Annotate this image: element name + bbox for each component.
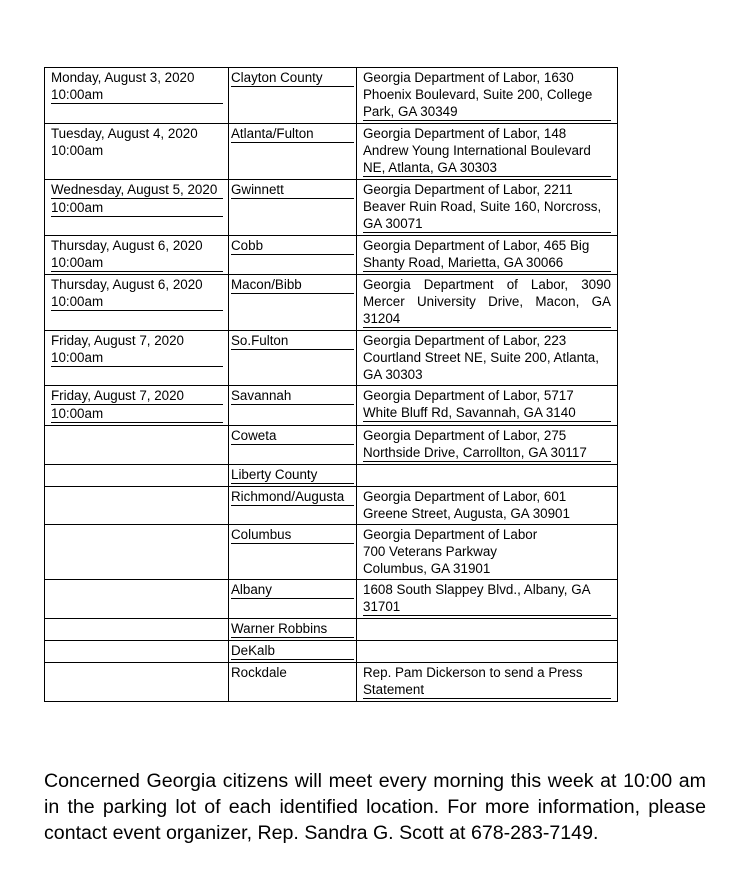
date-cell: [45, 487, 229, 525]
county-cell: [229, 331, 357, 386]
county-cell: [229, 487, 357, 525]
table-row: [45, 331, 618, 386]
county-cell: [229, 180, 357, 236]
county-name: Columbus: [231, 526, 354, 544]
county-cell: [229, 426, 357, 465]
meeting-time: 10:00am: [51, 86, 223, 104]
meeting-time: 10:00am: [51, 349, 223, 367]
county-name: DeKalb: [231, 642, 354, 660]
address-cell: [357, 580, 618, 619]
address-cell: [357, 275, 618, 331]
location-address: Georgia Department of Labor, 1630 Phoenix Boulevard, Suite 200, College Park, GA 30349: [363, 69, 611, 121]
county-cell: [229, 525, 357, 580]
meeting-date: Thursday, August 6, 2020: [51, 277, 203, 292]
table-row: [45, 619, 618, 641]
county-name: Macon/Bibb: [231, 276, 354, 294]
meeting-date: Friday, August 7, 2020: [51, 387, 223, 405]
address-cell: [357, 525, 618, 580]
address-cell: [357, 663, 618, 702]
address-line: Columbus, GA 31901: [363, 561, 491, 576]
date-cell: [45, 426, 229, 465]
meeting-date: Wednesday, August 5, 2020: [51, 181, 223, 199]
date-cell: [45, 386, 229, 426]
meeting-time: 10:00am: [51, 254, 223, 272]
meeting-time: 10:00am: [51, 143, 104, 158]
table-row: [45, 663, 618, 702]
location-address: Georgia Department of Labor, 148 Andrew Young International Boulevard NE, Atlanta, GA 30303: [363, 125, 611, 177]
table-row: [45, 68, 618, 124]
date-cell: [45, 180, 229, 236]
address-cell: [357, 619, 618, 641]
address-line: 700 Veterans Parkway: [363, 544, 497, 559]
county-cell: [229, 619, 357, 641]
meeting-time: 10:00am: [51, 293, 223, 311]
table-row: [45, 236, 618, 275]
table-row: [45, 580, 618, 619]
county-name: Warner Robbins: [231, 620, 354, 638]
county-name: Cobb: [231, 237, 354, 255]
county-cell: [229, 641, 357, 663]
location-address: Georgia Department of Labor, 465 Big Shanty Road, Marietta, GA 30066: [363, 237, 611, 272]
location-address: Georgia Department of Labor, 5717 White Bluff Rd, Savannah, GA 3140: [363, 387, 611, 422]
date-cell: [45, 275, 229, 331]
table-row: [45, 525, 618, 580]
meeting-time: 10:00am: [51, 405, 223, 423]
meeting-date: Monday, August 3, 2020: [51, 70, 195, 85]
date-cell: [45, 580, 229, 619]
date-cell: [45, 525, 229, 580]
meeting-time: 10:00am: [51, 199, 223, 217]
schedule-table: [44, 67, 618, 702]
county-name: Gwinnett: [231, 181, 354, 199]
date-cell: [45, 663, 229, 702]
date-cell: [45, 465, 229, 487]
date-cell: [45, 124, 229, 180]
address-cell: [357, 386, 618, 426]
address-cell: [357, 465, 618, 487]
county-name: Liberty County: [231, 466, 354, 484]
address-cell: [357, 236, 618, 275]
date-cell: [45, 641, 229, 663]
address-line: Georgia Department of Labor: [363, 527, 538, 542]
county-cell: [229, 124, 357, 180]
table-row: [45, 275, 618, 331]
county-name: Albany: [231, 581, 354, 599]
county-name: Richmond/Augusta: [231, 488, 354, 506]
county-cell: [229, 68, 357, 124]
table-row: [45, 487, 618, 525]
table-row: [45, 465, 618, 487]
location-address: Georgia Department of Labor, 3090 Mercer University Drive, Macon, GA 31204: [363, 277, 611, 326]
county-cell: [229, 465, 357, 487]
address-cell: [357, 331, 618, 386]
county-name: Coweta: [231, 427, 354, 445]
location-address: Rep. Pam Dickerson to send a Press Statement: [363, 664, 611, 699]
address-cell: [357, 68, 618, 124]
address-cell: [357, 487, 618, 525]
table-row: [45, 641, 618, 663]
location-address: Georgia Department of Labor, 601 Greene Street, Augusta, GA 30901: [363, 489, 570, 521]
address-cell: [357, 641, 618, 663]
table-row: [45, 426, 618, 465]
county-name: Atlanta/Fulton: [231, 125, 354, 143]
meeting-note: Concerned Georgia citizens will meet every morning this week at 10:00 am in the parking lot of each identified location. For more information, please contact event organizer, Rep. Sandra G. Scott at 678-283-7149.: [44, 770, 706, 844]
county-name: Rockdale: [231, 665, 287, 680]
meeting-date: Thursday, August 6, 2020: [51, 238, 203, 253]
table-row: [45, 124, 618, 180]
county-cell: [229, 236, 357, 275]
address-cell: [357, 180, 618, 236]
county-cell: [229, 580, 357, 619]
location-address: Georgia Department of Labor, 223 Courtland Street NE, Suite 200, Atlanta, GA 30303: [363, 333, 599, 382]
date-cell: [45, 236, 229, 275]
location-address: Georgia Department of Labor, 275 Northside Drive, Carrollton, GA 30117: [363, 427, 611, 462]
date-cell: [45, 68, 229, 124]
address-cell: [357, 426, 618, 465]
county-name: Clayton County: [231, 69, 354, 87]
county-name: So.Fulton: [231, 332, 354, 350]
table-row: [45, 180, 618, 236]
county-cell: [229, 275, 357, 331]
location-address: 1608 South Slappey Blvd., Albany, GA 31701: [363, 581, 611, 616]
location-address: Georgia Department of Labor, 2211 Beaver Ruin Road, Suite 160, Norcross, GA 30071: [363, 181, 611, 233]
table-row: [45, 386, 618, 426]
address-cell: [357, 124, 618, 180]
date-cell: [45, 331, 229, 386]
county-cell: [229, 663, 357, 702]
date-cell: [45, 619, 229, 641]
county-cell: [229, 386, 357, 426]
meeting-date: Friday, August 7, 2020: [51, 333, 184, 348]
county-name: Savannah: [231, 387, 354, 405]
meeting-date: Tuesday, August 4, 2020: [51, 126, 198, 141]
